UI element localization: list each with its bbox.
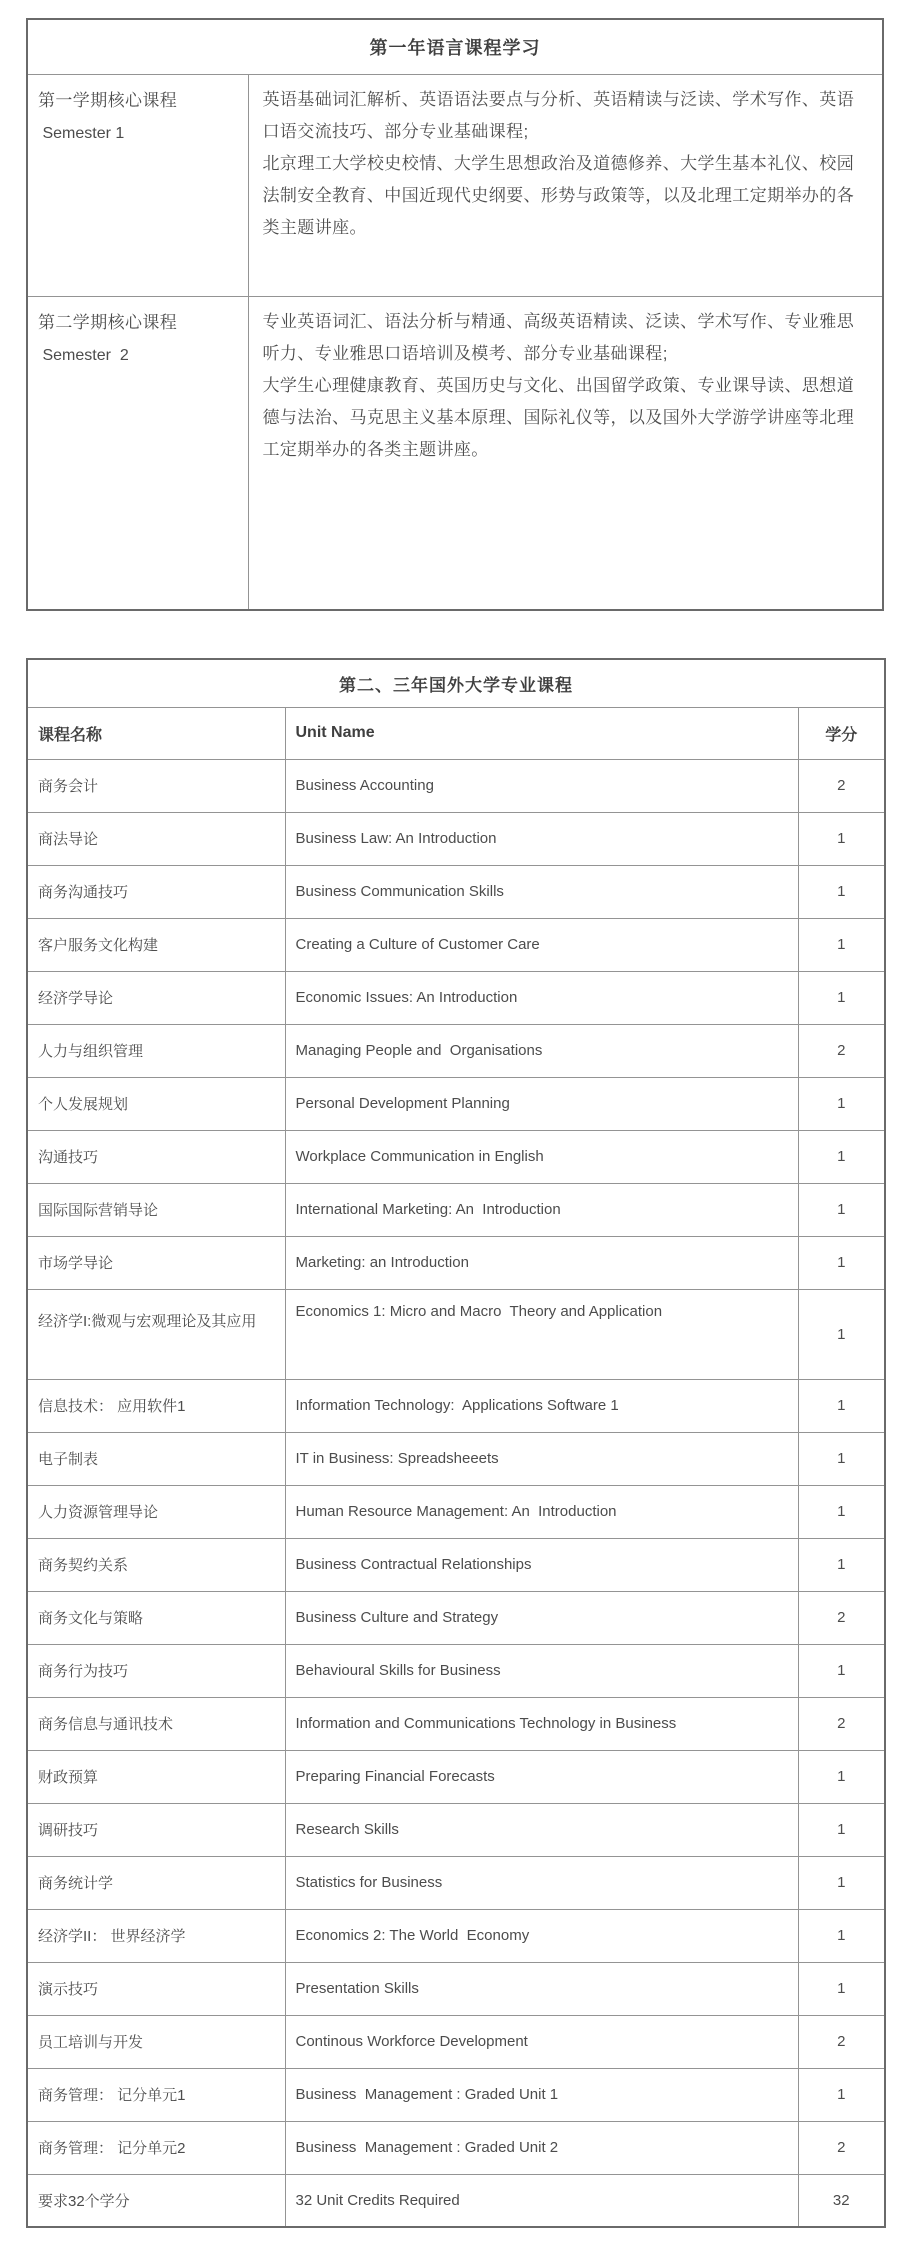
credits-cell: 1	[798, 1485, 885, 1538]
credits-cell: 1	[798, 1236, 885, 1289]
unit-name-cell: Managing People and Organisations	[285, 1024, 798, 1077]
credits-cell: 1	[798, 1856, 885, 1909]
table-row	[27, 1962, 885, 2015]
course-name-cell: 要求32个学分	[27, 2174, 285, 2227]
course-name-cell: 经济学I:微观与宏观理论及其应用	[27, 1289, 285, 1379]
credits-cell: 1	[798, 812, 885, 865]
table-row	[27, 1856, 885, 1909]
year1-language-course-table	[26, 18, 884, 611]
credits-cell: 1	[798, 1130, 885, 1183]
course-name-cell: 人力与组织管理	[27, 1024, 285, 1077]
unit-name-cell: Statistics for Business	[285, 1856, 798, 1909]
unit-name-cell: International Marketing: An Introduction	[285, 1183, 798, 1236]
semester-row	[27, 296, 883, 610]
table-row	[27, 1432, 885, 1485]
table-row	[27, 1644, 885, 1697]
credits-cell: 2	[798, 2015, 885, 2068]
table-row	[27, 865, 885, 918]
course-name-cell: 人力资源管理导论	[27, 1485, 285, 1538]
semester-label-cn: 第一学期核心课程	[38, 90, 178, 110]
unit-name-cell: Information Technology: Applications Software 1	[285, 1379, 798, 1432]
credits-header: 学分	[798, 707, 885, 759]
course-name-cell: 调研技巧	[27, 1803, 285, 1856]
table2-title: 第二、三年国外大学专业课程	[27, 659, 885, 707]
unit-name-cell: Economic Issues: An Introduction	[285, 971, 798, 1024]
course-name-cell: 员工培训与开发	[27, 2015, 285, 2068]
table1-title-row	[27, 19, 883, 74]
table-row	[27, 1750, 885, 1803]
content-paragraph: 英语基础词汇解析、英语语法要点与分析、英语精读与泛读、学术写作、英语口语交流技巧、部分专业基础课程;	[262, 89, 855, 141]
credits-cell: 2	[798, 1591, 885, 1644]
unit-name-cell: Business Culture and Strategy	[285, 1591, 798, 1644]
table-row	[27, 2121, 885, 2174]
table-row	[27, 1485, 885, 1538]
unit-name-header: Unit Name	[285, 707, 798, 759]
credits-cell: 1	[798, 1183, 885, 1236]
semester-label-en: Semester 2	[38, 346, 129, 364]
credits-cell: 1	[798, 1538, 885, 1591]
unit-name-cell: Presentation Skills	[285, 1962, 798, 2015]
unit-name-cell: Business Contractual Relationships	[285, 1538, 798, 1591]
course-name-cell: 演示技巧	[27, 1962, 285, 2015]
course-name-cell: 商务统计学	[27, 1856, 285, 1909]
course-name-cell: 商务文化与策略	[27, 1591, 285, 1644]
table-row	[27, 1024, 885, 1077]
semester-content-cell	[248, 74, 883, 296]
semester-row	[27, 74, 883, 296]
credits-cell: 1	[798, 1962, 885, 2015]
credits-cell: 2	[798, 1697, 885, 1750]
course-name-cell: 商务沟通技巧	[27, 865, 285, 918]
content-paragraph: 北京理工大学校史校情、大学生思想政治及道德修养、大学生基本礼仪、校园法制安全教育、中国近现代史纲要、形势与政策等，以及北理工定期举办的各类主题讲座。	[262, 153, 855, 237]
semester-content-cell	[248, 296, 883, 610]
table-row	[27, 2068, 885, 2121]
course-name-cell: 商务行为技巧	[27, 1644, 285, 1697]
course-name-cell: 个人发展规划	[27, 1077, 285, 1130]
semester-label-en: Semester 1	[38, 124, 125, 142]
unit-name-cell: IT in Business: Spreadsheeets	[285, 1432, 798, 1485]
table-row	[27, 1697, 885, 1750]
semester-label-cell	[27, 74, 248, 296]
unit-name-cell: Workplace Communication in English	[285, 1130, 798, 1183]
table-row	[27, 1077, 885, 1130]
unit-name-cell: Personal Development Planning	[285, 1077, 798, 1130]
table-row	[27, 2174, 885, 2227]
unit-name-cell: Behavioural Skills for Business	[285, 1644, 798, 1697]
table-row	[27, 1909, 885, 1962]
credits-cell: 1	[798, 1750, 885, 1803]
credits-cell: 1	[798, 2068, 885, 2121]
course-name-cell: 市场学导论	[27, 1236, 285, 1289]
course-name-cell: 财政预算	[27, 1750, 285, 1803]
unit-name-cell: Business Accounting	[285, 759, 798, 812]
table-row	[27, 1236, 885, 1289]
table-row	[27, 1183, 885, 1236]
table-row	[27, 971, 885, 1024]
course-name-cell: 商务会计	[27, 759, 285, 812]
credits-cell: 1	[798, 1909, 885, 1962]
course-name-cell: 客户服务文化构建	[27, 918, 285, 971]
course-name-cell: 商务管理： 记分单元2	[27, 2121, 285, 2174]
credits-cell: 32	[798, 2174, 885, 2227]
unit-name-cell: Business Management : Graded Unit 1	[285, 2068, 798, 2121]
course-name-cell: 信息技术： 应用软件1	[27, 1379, 285, 1432]
unit-name-cell: Human Resource Management: An Introduction	[285, 1485, 798, 1538]
table1-title: 第一年语言课程学习	[27, 19, 883, 74]
table2-title-row	[27, 659, 885, 707]
table-row	[27, 1538, 885, 1591]
course-name-cell: 电子制表	[27, 1432, 285, 1485]
table-row	[27, 1289, 885, 1379]
credits-cell: 1	[798, 1379, 885, 1432]
credits-cell: 2	[798, 1024, 885, 1077]
course-name-cell: 商务信息与通讯技术	[27, 1697, 285, 1750]
table-row	[27, 1379, 885, 1432]
unit-name-cell: 32 Unit Credits Required	[285, 2174, 798, 2227]
unit-name-cell: Information and Communications Technology in Business	[285, 1697, 798, 1750]
credits-cell: 1	[798, 1289, 885, 1379]
table-row	[27, 1130, 885, 1183]
year23-overseas-units-table	[26, 658, 886, 2228]
unit-name-cell: Economics 2: The World Economy	[285, 1909, 798, 1962]
table-row	[27, 812, 885, 865]
unit-name-cell: Business Communication Skills	[285, 865, 798, 918]
content-paragraph: 专业英语词汇、语法分析与精通、高级英语精读、泛读、学术写作、专业雅思听力、专业雅思口语培训及模考、部分专业基础课程;	[262, 311, 855, 363]
unit-name-cell: Business Law: An Introduction	[285, 812, 798, 865]
table-row	[27, 1591, 885, 1644]
semester-label-cn: 第二学期核心课程	[38, 312, 178, 332]
course-name-cell: 商务契约关系	[27, 1538, 285, 1591]
course-name-header: 课程名称	[27, 707, 285, 759]
course-name-cell: 商法导论	[27, 812, 285, 865]
table-row	[27, 1803, 885, 1856]
credits-cell: 1	[798, 1644, 885, 1697]
credits-cell: 1	[798, 918, 885, 971]
unit-name-cell: Economics 1: Micro and Macro Theory and Application	[285, 1289, 798, 1379]
unit-name-cell: Preparing Financial Forecasts	[285, 1750, 798, 1803]
unit-name-cell: Continous Workforce Development	[285, 2015, 798, 2068]
table-row	[27, 2015, 885, 2068]
unit-name-cell: Business Management : Graded Unit 2	[285, 2121, 798, 2174]
content-paragraph: 大学生心理健康教育、英国历史与文化、出国留学政策、专业课导读、思想道德与法治、马克思主义基本原理、国际礼仪等，以及国外大学游学讲座等北理工定期举办的各类主题讲座。	[262, 375, 855, 459]
credits-cell: 1	[798, 971, 885, 1024]
course-name-cell: 商务管理： 记分单元1	[27, 2068, 285, 2121]
unit-name-cell: Marketing: an Introduction	[285, 1236, 798, 1289]
credits-cell: 1	[798, 1077, 885, 1130]
unit-name-cell: Creating a Culture of Customer Care	[285, 918, 798, 971]
credits-cell: 1	[798, 1432, 885, 1485]
credits-cell: 1	[798, 865, 885, 918]
unit-name-cell: Research Skills	[285, 1803, 798, 1856]
table-row	[27, 918, 885, 971]
credits-cell: 2	[798, 2121, 885, 2174]
course-name-cell: 国际国际营销导论	[27, 1183, 285, 1236]
credits-cell: 2	[798, 759, 885, 812]
course-name-cell: 经济学导论	[27, 971, 285, 1024]
course-name-cell: 经济学II： 世界经济学	[27, 1909, 285, 1962]
table-row	[27, 759, 885, 812]
semester-label-cell	[27, 296, 248, 610]
credits-cell: 1	[798, 1803, 885, 1856]
table2-header-row	[27, 707, 885, 759]
course-name-cell: 沟通技巧	[27, 1130, 285, 1183]
